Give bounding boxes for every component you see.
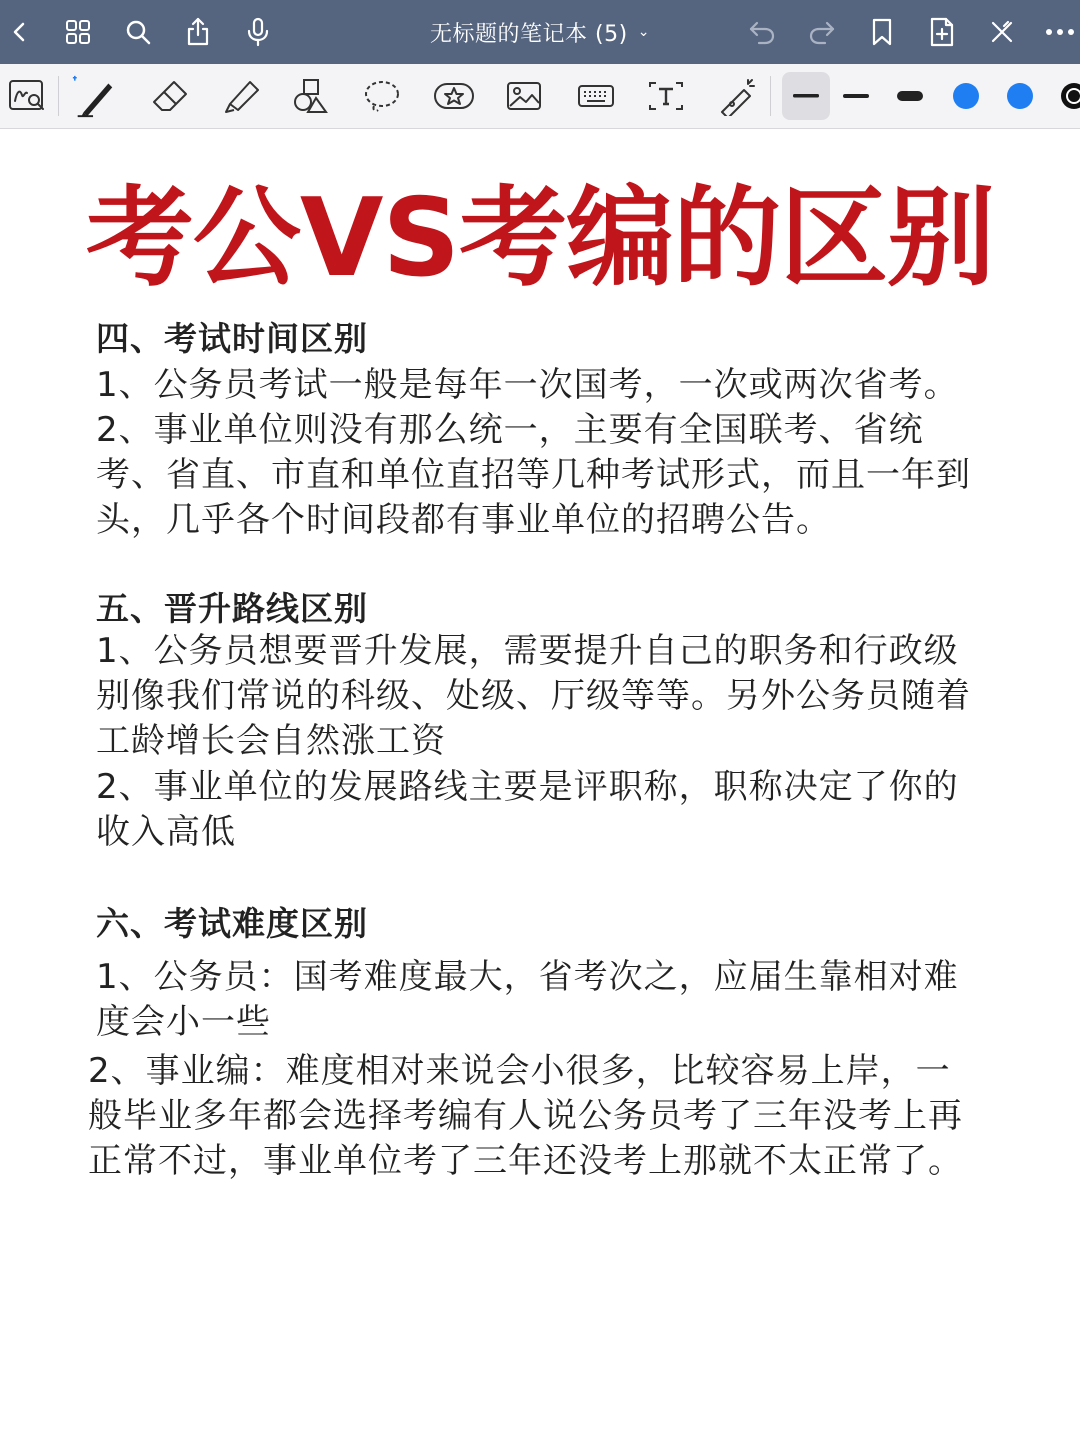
add-page-icon[interactable] bbox=[922, 12, 962, 52]
stroke-width-medium[interactable] bbox=[832, 72, 880, 120]
drawing-toolbar bbox=[0, 64, 1080, 129]
pen-icon[interactable] bbox=[70, 72, 118, 120]
note-title: 考公VS考编的区别 bbox=[85, 176, 995, 301]
document-title[interactable] bbox=[330, 0, 750, 64]
note-page[interactable] bbox=[0, 129, 1080, 1440]
section-heading-difficulty: 六、考试难度区别 bbox=[96, 904, 368, 943]
section-heading-promotion: 五、晋升路线区别 bbox=[96, 589, 368, 628]
laser-pointer-icon[interactable] bbox=[712, 72, 760, 120]
bookmark-icon[interactable] bbox=[862, 12, 902, 52]
image-icon[interactable] bbox=[500, 72, 548, 120]
redo-icon[interactable] bbox=[802, 12, 842, 52]
paragraph: 2、事业单位的发展路线主要是评职称，职称决定了你的收入高低 bbox=[96, 767, 959, 852]
back-icon[interactable] bbox=[0, 12, 40, 52]
undo-icon[interactable] bbox=[742, 12, 782, 52]
document-title-text: 无标题的笔记本 (5) bbox=[430, 21, 628, 47]
shapes-icon[interactable] bbox=[288, 72, 336, 120]
close-icon[interactable] bbox=[982, 12, 1022, 52]
color-swatch-black[interactable] bbox=[1050, 72, 1080, 120]
section-heading-exam-time: 四、考试时间区别 bbox=[96, 319, 368, 358]
grid-icon[interactable] bbox=[58, 12, 98, 52]
paragraph: 1、公务员想要晋升发展，需要提升自己的职务和行政级别像我们常说的科级、处级、厅级等等。另外公务员随着工龄增长会自然涨工资 bbox=[96, 631, 971, 761]
color-swatch-blue-1[interactable] bbox=[942, 72, 990, 120]
microphone-icon[interactable] bbox=[238, 12, 278, 52]
highlighter-icon[interactable] bbox=[218, 72, 266, 120]
paragraph: 1、公务员考试一般是每年一次国考，一次或两次省考。 bbox=[96, 365, 959, 405]
top-bar bbox=[0, 0, 1080, 64]
paragraph: 2、事业单位则没有那么统一，主要有全国联考、省统考、省直、市直和单位直招等几种考试形式，而且一年到头，几乎各个时间段都有事业单位的招聘公告。 bbox=[96, 410, 971, 540]
stroke-width-thick[interactable] bbox=[886, 72, 934, 120]
text-icon[interactable] bbox=[642, 72, 690, 120]
color-swatch-blue-2[interactable] bbox=[996, 72, 1044, 120]
more-icon[interactable] bbox=[1040, 12, 1080, 52]
paragraph: 1、公务员：国考难度最大，省考次之，应届生靠相对难度会小一些 bbox=[96, 957, 959, 1042]
chevron-down-icon: ⌄ bbox=[637, 24, 650, 40]
lasso-icon[interactable] bbox=[358, 72, 406, 120]
sticker-icon[interactable] bbox=[430, 72, 478, 120]
keyboard-icon[interactable] bbox=[572, 72, 620, 120]
zoom-window-icon[interactable] bbox=[4, 72, 52, 120]
search-icon[interactable] bbox=[118, 12, 158, 52]
share-icon[interactable] bbox=[178, 12, 218, 52]
eraser-icon[interactable] bbox=[146, 72, 194, 120]
stroke-width-thin[interactable] bbox=[782, 72, 830, 120]
paragraph: 2、事业编：难度相对来说会小很多，比较容易上岸，一般毕业多年都会选择考编有人说公务员考了三年没考上再正常不过，事业单位考了三年还没考上那就不太正常了。 bbox=[88, 1051, 963, 1181]
